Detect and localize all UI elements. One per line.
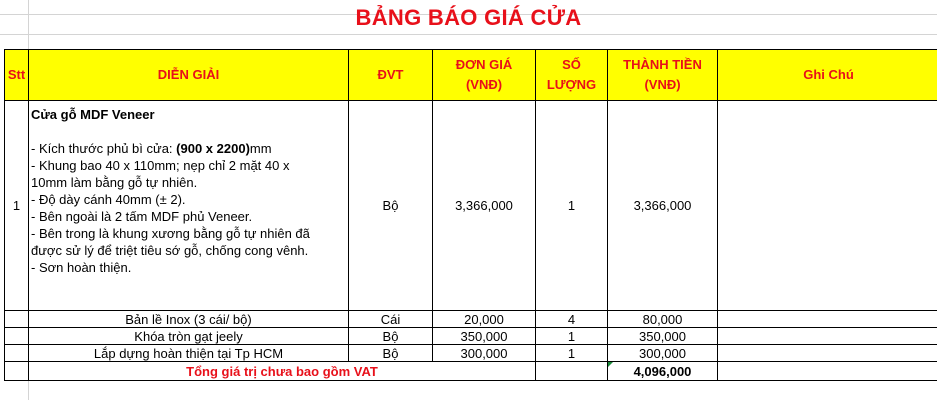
spec-size-prefix: - Kích thước phủ bì cửa: [31,141,177,156]
header-quantity[interactable] [536,50,608,101]
total-amount[interactable] [608,362,718,381]
cell-unit-price[interactable]: 350,000 [433,328,536,345]
quote-table [4,49,937,381]
cell-unit-price[interactable]: 3,366,000 [433,101,536,311]
header-unit-price[interactable] [433,50,536,101]
cell-stt[interactable] [5,328,29,345]
cell-quantity[interactable] [536,362,608,381]
spec-line: được sử lý để triệt tiêu sớ gỗ, chống cong vênh. [31,243,309,258]
cell-unit[interactable]: Bộ [349,328,433,345]
spec-size-value: (900 x 2200) [176,141,250,156]
cell-unit[interactable]: Bộ [349,101,433,311]
spec-line: 10mm làm bằng gỗ tự nhiên. [31,175,198,190]
cell-description[interactable]: Khóa tròn gạt jeely [29,328,349,345]
table-row [5,311,937,328]
spec-line: - Bên ngoài là 2 tấm MDF phủ Veneer. [31,209,253,224]
cell-stt[interactable] [5,345,29,362]
cell-description[interactable]: Lắp dựng hoàn thiện tại Tp HCM [29,345,349,362]
cell-note[interactable] [718,311,937,328]
page-title: BẢNG BÁO GIÁ CỬA [355,5,582,30]
header-quantity-line1: SỐ [562,57,581,72]
cell-stt[interactable] [5,362,29,381]
spec-line: - Sơn hoàn thiện. [31,260,132,275]
table-row [5,345,937,362]
table-row [5,101,937,311]
cell-amount[interactable]: 3,366,000 [608,101,718,311]
spec-line: - Bên trong là khung xương bằng gỗ tự nhiên đã [31,226,310,241]
cell-description[interactable] [29,101,349,311]
cell-unit-price[interactable]: 20,000 [433,311,536,328]
cell-stt[interactable] [5,311,29,328]
total-label[interactable]: Tổng giá trị chưa bao gồm VAT [29,362,536,381]
cell-amount[interactable]: 300,000 [608,345,718,362]
header-description[interactable]: DIỄN GIẢI [29,50,349,101]
spec-line: - Độ dày cánh 40mm (± 2). [31,192,186,207]
header-amount-line1: THÀNH TIỀN [623,57,702,72]
header-amount[interactable] [608,50,718,101]
cell-quantity[interactable]: 1 [536,345,608,362]
cell-unit[interactable]: Bộ [349,345,433,362]
table-row [5,328,937,345]
header-stt[interactable]: Stt [5,50,29,101]
cell-stt[interactable]: 1 [5,101,29,311]
spec-size-suffix: mm [249,141,272,156]
header-row [5,50,937,101]
cell-quantity[interactable]: 1 [536,101,608,311]
header-quantity-line2: LƯỢNG [546,77,597,92]
cell-amount[interactable]: 350,000 [608,328,718,345]
grid-line [0,34,937,35]
total-amount-value: 4,096,000 [633,363,692,379]
cell-unit-price[interactable]: 300,000 [433,345,536,362]
spec-line: - Khung bao 40 x 110mm; nẹp chỉ 2 mặt 40 x [31,158,290,173]
header-unit[interactable]: ĐVT [349,50,433,101]
header-note[interactable]: Ghi Chú [718,50,937,101]
cell-quantity[interactable]: 1 [536,328,608,345]
cell-quantity[interactable]: 4 [536,311,608,328]
spec-size [31,140,344,157]
cell-amount[interactable]: 80,000 [608,311,718,328]
total-row [5,362,937,381]
header-unit-price-line1: ĐƠN GIÁ [455,57,513,72]
cell-note[interactable] [718,328,937,345]
cell-note[interactable] [718,101,937,311]
product-name: Cửa gỗ MDF Veneer [31,107,155,122]
header-unit-price-line2: (VNĐ) [465,77,503,92]
cell-description[interactable]: Bản lề Inox (3 cái/ bộ) [29,311,349,328]
cell-note[interactable] [718,345,937,362]
cell-unit[interactable]: Cái [349,311,433,328]
cell-note[interactable] [718,362,937,381]
cell-comment-marker [608,362,613,367]
header-amount-line2: (VNĐ) [644,77,681,92]
